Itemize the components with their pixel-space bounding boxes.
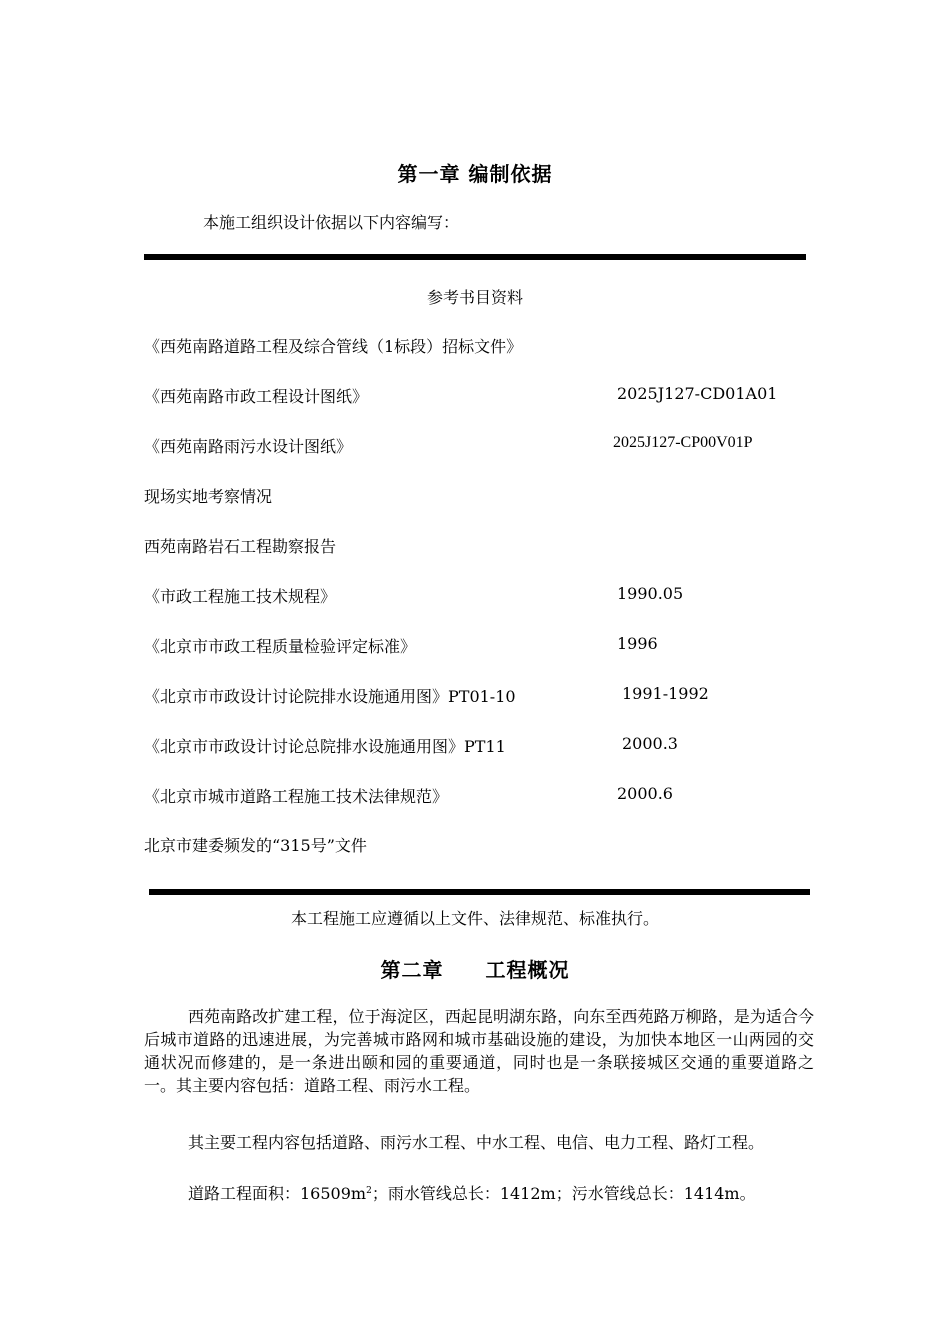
reference-code: 1991-1992 [622,684,709,703]
reference-row [144,434,824,456]
chapter2-paragraph-3 [144,1180,814,1205]
reference-title: 《市政工程施工技术规程》 [144,587,337,606]
reference-row [144,784,824,806]
bottom-rule [149,889,810,895]
reference-row [144,684,824,706]
chapter1-intro: 本施工组织设计依据以下内容编写： [203,213,460,232]
reference-title: 西苑南路岩石工程勘察报告 [144,537,337,556]
chapter2-paragraph-1: 西苑南路改扩建工程，位于海淀区，西起昆明湖东路，向东至西苑路万柳路，是为适合今后城市道路的迅速进展，为完善城市路网和城市基础设施的建设，为加快本地区一山两园的交通状况而修建的，是一条进出颐和园的重要通道，同时也是一条联接城区交通的重要道路之一。其主要内容包括：道路工程、雨污水工程。 [144,1007,814,1095]
reference-row [144,734,824,756]
chapter2-title: 第二章 工程概况 [380,958,570,982]
reference-row [144,833,824,855]
reference-row [144,484,824,506]
references-footer: 本工程施工应遵循以上文件、法律规范、标准执行。 [290,909,659,928]
reference-code: 2025J127-CD01A01 [617,384,778,403]
reference-title: 《北京市城市道路工程施工技术法律规范》 [144,787,449,806]
road-area-text: 道路工程面积：16509m [188,1184,367,1203]
reference-code: 1996 [617,634,658,653]
reference-code: 1990.05 [617,584,684,603]
reference-title: 《北京市市政设计讨论总院排水设施通用图》PT11 [144,737,506,756]
reference-row [144,384,824,406]
reference-title: 《西苑南路市政工程设计图纸》 [144,387,369,406]
reference-title: 《西苑南路道路工程及综合管线（1标段）招标文件》 [144,337,523,356]
reference-code: 2025J127-CP00V01P [613,434,753,451]
pipeline-lengths-text: ；雨水管线总长：1412m；污水管线总长：1414m。 [371,1184,756,1203]
reference-title: 北京市建委频发的“315号”文件 [144,836,367,855]
chapter2-paragraph-2: 其主要工程内容包括道路、雨污水工程、中水工程、电信、电力工程、路灯工程。 [188,1133,765,1152]
reference-title: 《西苑南路雨污水设计图纸》 [144,437,353,456]
reference-title: 《北京市市政设计讨论院排水设施通用图》PT01-10 [144,687,516,706]
reference-code: 2000.6 [617,784,673,803]
chapter1-title: 第一章 编制依据 [397,162,553,186]
reference-title: 《北京市市政工程质量检验评定标准》 [144,637,417,656]
reference-row [144,534,824,556]
top-rule [144,254,806,260]
reference-title: 现场实地考察情况 [144,487,273,506]
reference-row [144,634,824,656]
reference-code: 2000.3 [622,734,678,753]
references-header: 参考书目资料 [426,288,523,307]
square-unit-superscript: 2 [366,1186,372,1196]
reference-row [144,334,824,356]
reference-row [144,584,824,606]
